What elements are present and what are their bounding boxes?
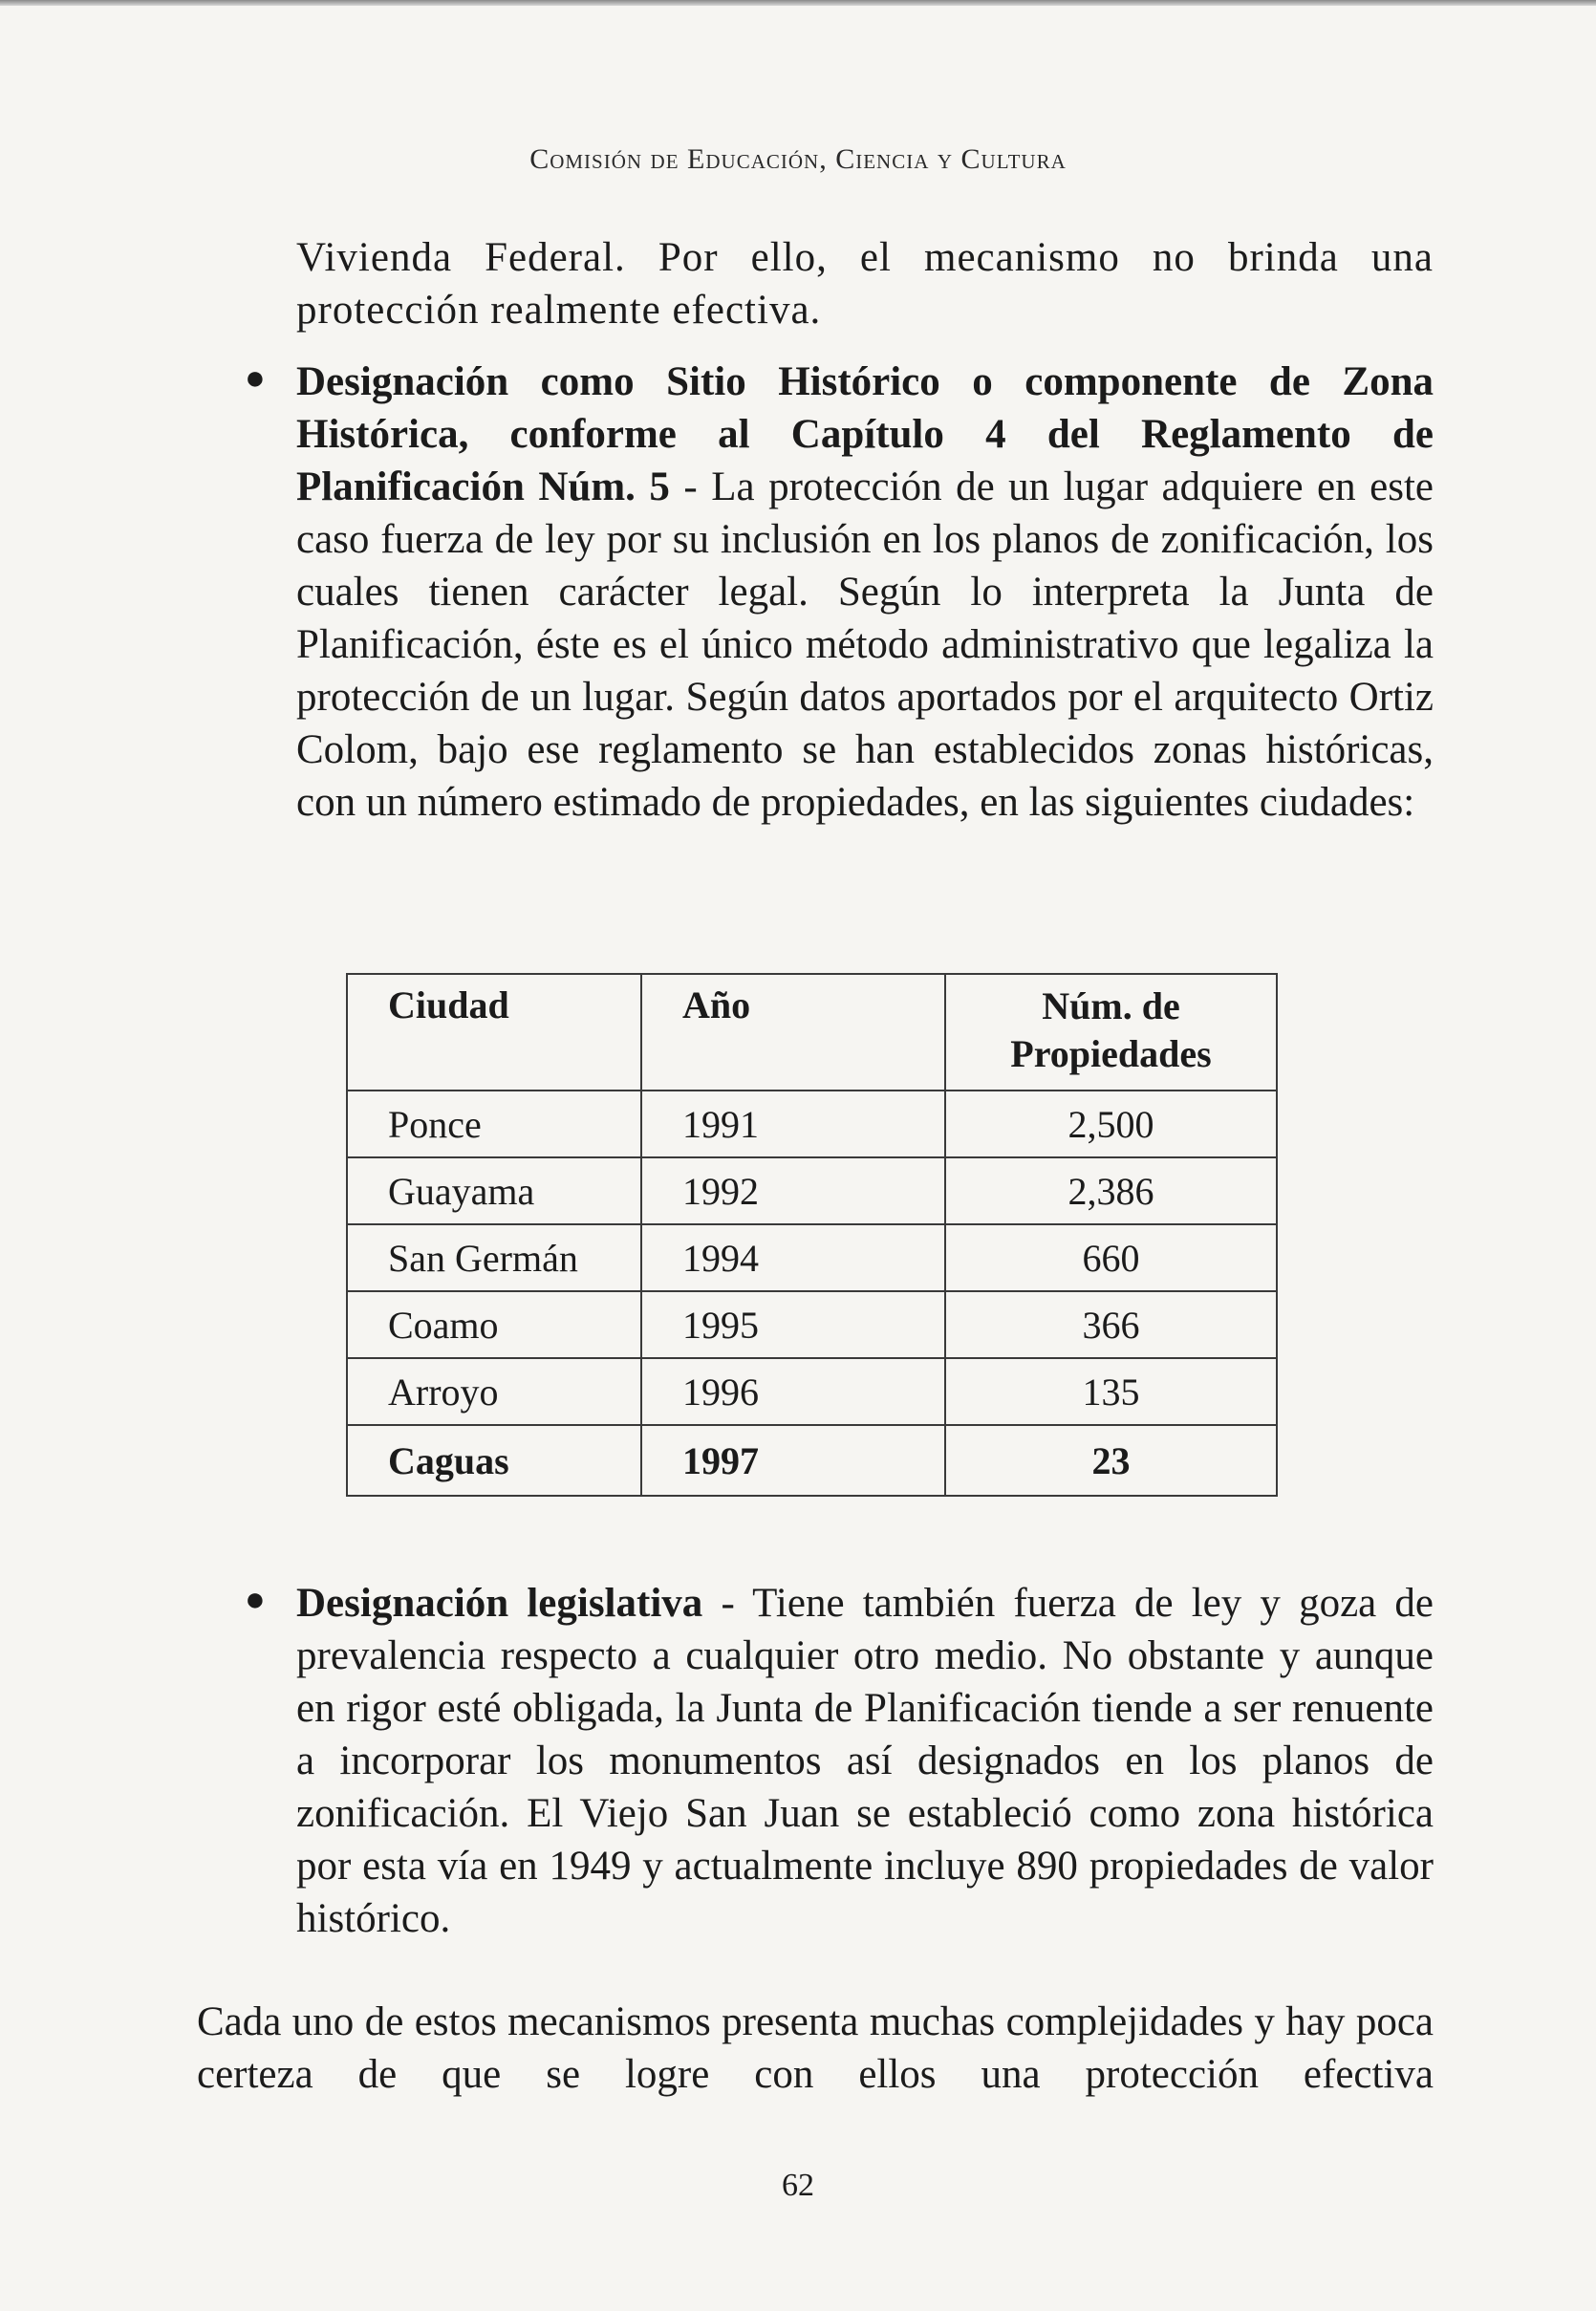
cell-propiedades: 135 bbox=[945, 1358, 1277, 1425]
cell-ciudad: Arroyo bbox=[347, 1358, 641, 1425]
table-row-bold bbox=[347, 1425, 1277, 1496]
cell-ano: 1991 bbox=[641, 1091, 945, 1157]
cell-propiedades: 2,386 bbox=[945, 1157, 1277, 1224]
cell-ano: 1992 bbox=[641, 1157, 945, 1224]
table-row bbox=[347, 1358, 1277, 1425]
bullet-body: - Tiene también fuerza de ley y goza de prevalencia respecto a cualquier otro medio. No obstante y aunque en rigor esté obligada, la Junta de Planificación tiende a ser renuente a incorporar los monumentos así designados en los planos de zonificación. El Viejo San Juan se estableció como zona histórica por esta vía en 1949 y actualmente incluye 890 propiedades de valor histórico. bbox=[296, 1581, 1434, 1941]
table-row bbox=[347, 1091, 1277, 1157]
bullet-body: - La protección de un lugar adquiere en este caso fuerza de ley por su inclusión en los planos de zonificación, los cuales tienen carácter legal. Según lo interpreta la Junta de Planificación, éste es el único método administrativo que legaliza la protección de un lugar. Según datos aportados por el arquitecto Ortiz Colom, bajo ese reglamento se han establecidos zonas históricas, con un número estimado de propiedades, en las siguientes ciudades: bbox=[296, 464, 1434, 825]
running-header: Comisión de Educación, Ciencia y Cultura bbox=[529, 143, 1067, 175]
bullet-item-sitio-historico bbox=[296, 356, 1434, 829]
bullet-paragraph bbox=[296, 1577, 1434, 1945]
cell-ciudad: Ponce bbox=[347, 1091, 641, 1157]
bullet-item-designacion-legislativa bbox=[296, 1577, 1434, 1945]
header-ciudad: Ciudad bbox=[347, 974, 641, 1091]
final-paragraph: Cada uno de estos mecanismos presenta muchas complejidades y hay poca certeza de que se logre con ellos una protección efectiva bbox=[197, 1999, 1434, 2097]
header-ano: Año bbox=[641, 974, 945, 1091]
intro-paragraph-text: Vivienda Federal. Por ello, el mecanismo no brinda una protección realmente efectiva. bbox=[296, 235, 1434, 333]
cell-ciudad: Coamo bbox=[347, 1291, 641, 1358]
header-num-propiedades-text: Núm. de Propiedades bbox=[1010, 984, 1212, 1075]
table-row bbox=[347, 1157, 1277, 1224]
cell-ciudad: Guayama bbox=[347, 1157, 641, 1224]
cell-ano: 1997 bbox=[641, 1425, 945, 1496]
table-header-row bbox=[347, 974, 1277, 1091]
historic-zones-table bbox=[346, 973, 1278, 1497]
cell-ano: 1994 bbox=[641, 1224, 945, 1291]
cell-propiedades: 23 bbox=[945, 1425, 1277, 1496]
table-row bbox=[347, 1224, 1277, 1291]
bullet-paragraph bbox=[296, 356, 1434, 829]
cell-propiedades: 366 bbox=[945, 1291, 1277, 1358]
cell-ano: 1995 bbox=[641, 1291, 945, 1358]
page-number: 62 bbox=[782, 2168, 814, 2203]
bullet-heading: Designación como Sitio Histórico o componente de Zona Histórica, conforme al Capítulo 4 del Reglamento de Planificación Núm. 5 bbox=[296, 359, 1434, 509]
table-row bbox=[347, 1291, 1277, 1358]
cell-ano: 1996 bbox=[641, 1358, 945, 1425]
bullet-heading: Designación legislativa bbox=[296, 1581, 703, 1626]
header-num-propiedades bbox=[945, 974, 1277, 1091]
cell-ciudad: San Germán bbox=[347, 1224, 641, 1291]
bullet-dot-icon: ● bbox=[245, 1580, 266, 1618]
bullet-dot-icon: ● bbox=[245, 358, 266, 397]
intro-paragraph bbox=[296, 231, 1434, 336]
cell-propiedades: 2,500 bbox=[945, 1091, 1277, 1157]
top-edge-rule bbox=[0, 0, 1596, 6]
cell-propiedades: 660 bbox=[945, 1224, 1277, 1291]
cell-ciudad: Caguas bbox=[347, 1425, 641, 1496]
